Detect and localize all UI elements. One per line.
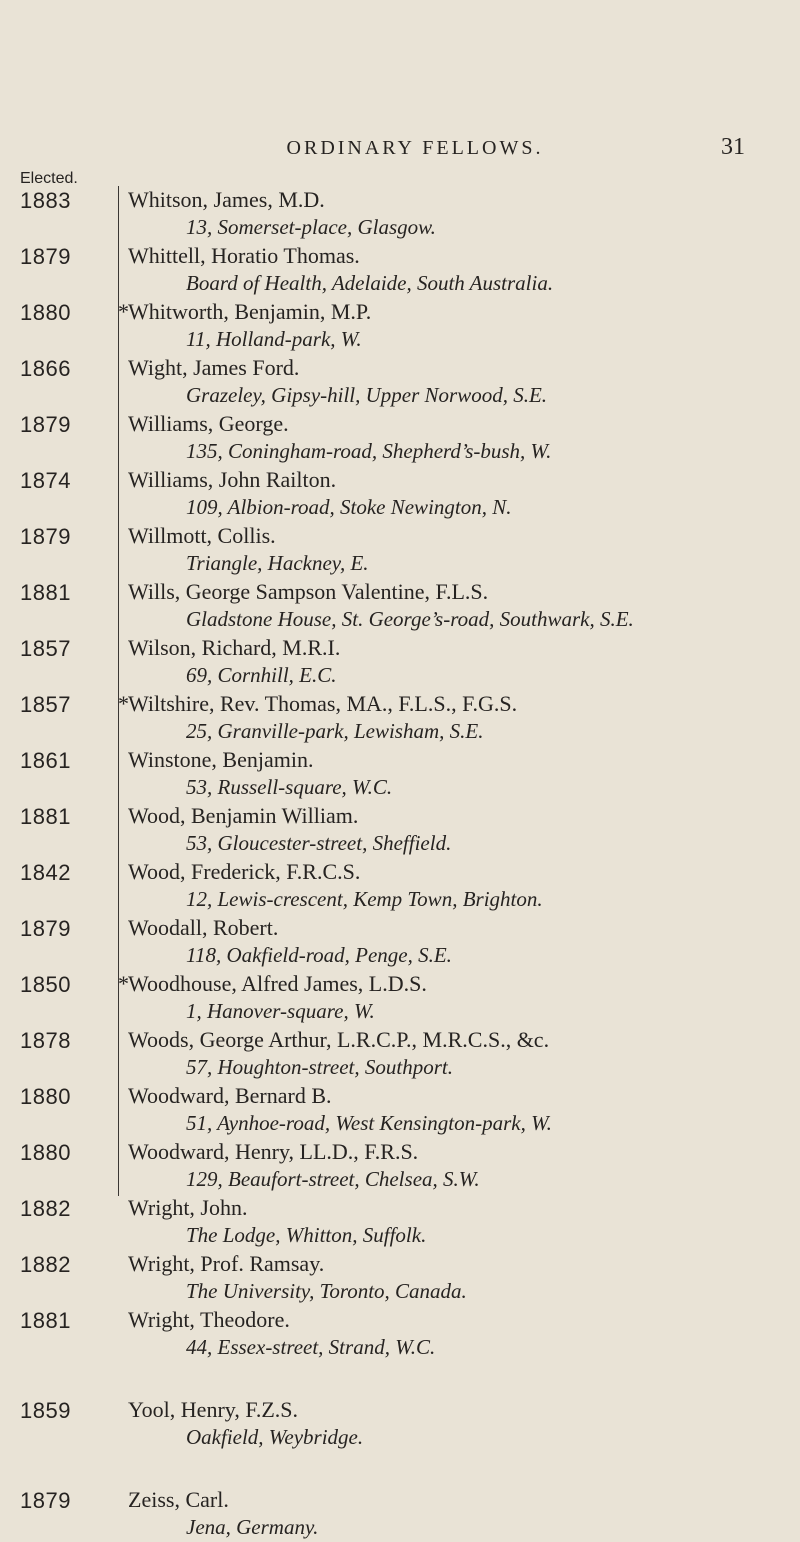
fellow-address: The University, Toronto, Canada. (186, 1279, 467, 1303)
fellow-name: Woods, George Arthur, L.R.C.P., M.R.C.S., &c. (128, 1027, 550, 1052)
election-year: 1850 (20, 972, 71, 997)
election-year: 1861 (20, 748, 71, 773)
fellow-address: 69, Cornhill, E.C. (186, 663, 337, 687)
fellow-name: Whittell, Horatio Thomas. (128, 243, 360, 268)
running-title: ORDINARY FELLOWS. (286, 137, 544, 159)
election-year: 1883 (20, 188, 71, 213)
list-item (0, 746, 800, 800)
election-year: 1879 (20, 412, 71, 437)
list-item (0, 1082, 800, 1136)
page-number: 31 (721, 134, 745, 160)
list-item (0, 1194, 800, 1248)
fellow-address: 118, Oakfield-road, Penge, S.E. (186, 943, 452, 967)
list-item (0, 242, 800, 296)
election-year: 1879 (20, 916, 71, 941)
election-year: 1874 (20, 468, 71, 493)
election-year: 1881 (20, 1308, 71, 1333)
list-item (0, 522, 800, 576)
election-year: 1857 (20, 636, 71, 661)
election-year: 1879 (20, 524, 71, 549)
fellow-address: 109, Albion-road, Stoke Newington, N. (186, 495, 512, 519)
fellow-address: Grazeley, Gipsy-hill, Upper Norwood, S.E. (186, 383, 548, 407)
fellow-address: 53, Russell-square, W.C. (186, 775, 393, 799)
fellow-address: Board of Health, Adelaide, South Australia. (186, 271, 554, 295)
fellow-name: Williams, George. (128, 411, 289, 436)
election-year: 1859 (20, 1398, 71, 1423)
election-year: 1881 (20, 804, 71, 829)
election-year: 1882 (20, 1252, 71, 1277)
list-item (0, 1486, 800, 1540)
fellow-name: Wright, Theodore. (128, 1307, 290, 1332)
list-item (0, 186, 800, 240)
election-year: 1882 (20, 1196, 71, 1221)
fellows-list (0, 186, 800, 1542)
election-year: 1879 (20, 1488, 71, 1513)
list-item (0, 1138, 800, 1192)
fellow-address: Oakfield, Weybridge. (186, 1425, 364, 1449)
fellow-name: Wood, Benjamin William. (128, 803, 359, 828)
election-year: 1842 (20, 860, 71, 885)
election-year: 1881 (20, 580, 71, 605)
fellow-name: Zeiss, Carl. (128, 1487, 229, 1512)
fellow-address: Gladstone House, St. George’s-road, Southwark, S.E. (186, 607, 634, 631)
election-year: 1866 (20, 356, 71, 381)
elected-column-label: Elected. (20, 170, 78, 187)
fellow-address: 1, Hanover-square, W. (186, 999, 375, 1023)
fellow-name: Woodward, Bernard B. (128, 1083, 332, 1108)
fellow-name: Wight, James Ford. (128, 355, 300, 380)
fellow-address: 51, Aynhoe-road, West Kensington-park, W. (186, 1111, 552, 1135)
fellow-name: Wills, George Sampson Valentine, F.L.S. (128, 579, 489, 604)
fellow-address: Triangle, Hackney, E. (186, 551, 369, 575)
fellow-address: 12, Lewis-crescent, Kemp Town, Brighton. (186, 887, 543, 911)
fellow-name: Willmott, Collis. (128, 523, 276, 548)
fellow-name: *Whitworth, Benjamin, M.P. (118, 299, 372, 324)
list-item (0, 858, 800, 912)
list-item (0, 802, 800, 856)
star-mark: * (118, 299, 129, 324)
fellow-address: Jena, Germany. (186, 1515, 319, 1539)
election-year: 1857 (20, 692, 71, 717)
star-mark: * (118, 691, 129, 716)
fellow-address: 135, Coningham-road, Shepherd’s-bush, W. (186, 439, 552, 463)
fellow-address: 57, Houghton-street, Southport. (186, 1055, 453, 1079)
star-mark: * (118, 971, 129, 996)
list-item (0, 354, 800, 408)
fellow-name: Whitson, James, M.D. (128, 187, 325, 212)
list-item (0, 634, 800, 688)
election-year: 1880 (20, 1084, 71, 1109)
fellow-address: 129, Beaufort-street, Chelsea, S.W. (186, 1167, 480, 1191)
fellow-address: 25, Granville-park, Lewisham, S.E. (186, 719, 484, 743)
list-item (0, 1306, 800, 1360)
election-year: 1880 (20, 300, 71, 325)
fellow-address: 11, Holland-park, W. (186, 327, 362, 351)
election-year: 1880 (20, 1140, 71, 1165)
fellow-address: 53, Gloucester-street, Sheffield. (186, 831, 452, 855)
fellow-address: The Lodge, Whitton, Suffolk. (186, 1223, 427, 1247)
spacer (0, 1362, 800, 1396)
election-year: 1878 (20, 1028, 71, 1053)
spacer (0, 1452, 800, 1486)
list-item (0, 298, 800, 352)
list-item (0, 578, 800, 632)
list-item (0, 914, 800, 968)
fellow-name: Wood, Frederick, F.R.C.S. (128, 859, 361, 884)
fellow-name: Woodward, Henry, LL.D., F.R.S. (128, 1139, 419, 1164)
fellow-name: Woodall, Robert. (128, 915, 279, 940)
list-item (0, 1026, 800, 1080)
fellow-name: *Woodhouse, Alfred James, L.D.S. (118, 971, 427, 996)
fellow-address: 44, Essex-street, Strand, W.C. (186, 1335, 436, 1359)
fellow-name: Yool, Henry, F.Z.S. (128, 1397, 298, 1422)
fellow-name: Williams, John Railton. (128, 467, 337, 492)
list-item (0, 970, 800, 1024)
fellow-name: Wright, John. (128, 1195, 248, 1220)
list-item (0, 466, 800, 520)
election-year: 1879 (20, 244, 71, 269)
fellow-name: Winstone, Benjamin. (128, 747, 314, 772)
list-item (0, 410, 800, 464)
list-item (0, 1250, 800, 1304)
fellow-address: 13, Somerset-place, Glasgow. (186, 215, 436, 239)
list-item (0, 1396, 800, 1450)
fellow-name: Wilson, Richard, M.R.I. (128, 635, 341, 660)
list-item (0, 690, 800, 744)
fellow-name: *Wiltshire, Rev. Thomas, MA., F.L.S., F.G.S. (118, 691, 518, 716)
fellow-name: Wright, Prof. Ramsay. (128, 1251, 325, 1276)
